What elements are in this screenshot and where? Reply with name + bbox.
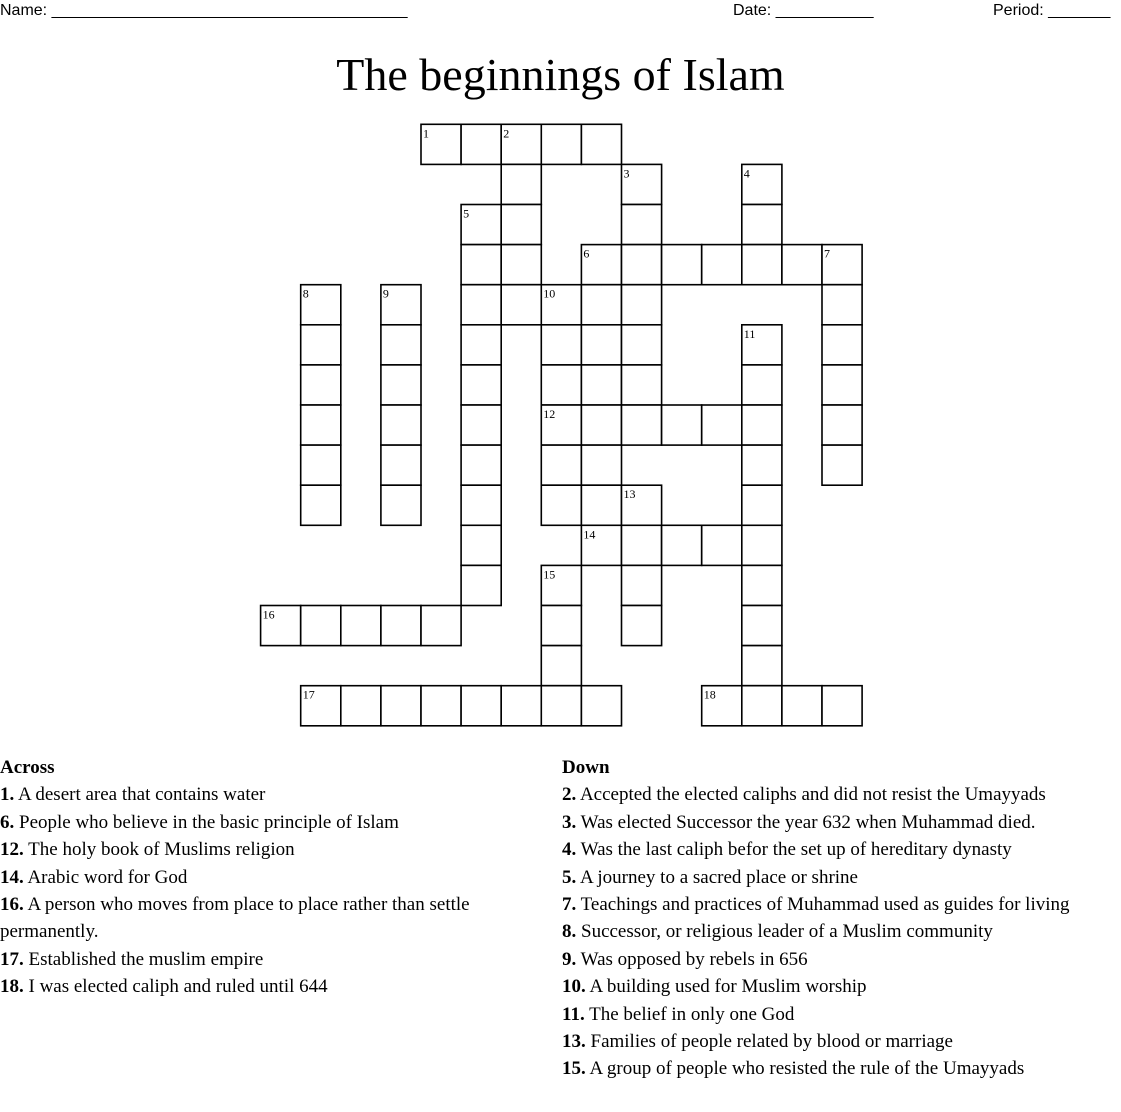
crossword-cell[interactable] [622,245,662,285]
crossword-cell[interactable] [581,365,621,405]
crossword-cell[interactable] [622,164,662,204]
crossword-cell[interactable] [541,445,581,485]
clue-number: 8. [562,921,577,943]
clue-text: People who believe in the basic principle of Islam [14,811,399,833]
crossword-cell[interactable] [622,405,662,445]
clue-text: A person who moves from place to place rather than settle permanently. [0,894,470,943]
clue-number: 17. [0,948,24,970]
period-field[interactable]: Period: _______ [993,2,1111,19]
crossword-cell[interactable] [742,525,782,565]
crossword-cell[interactable] [822,325,862,365]
cell-number: 18 [703,687,716,702]
crossword-cell[interactable] [622,606,662,646]
crossword-cell[interactable] [581,285,621,325]
crossword-cell[interactable] [341,606,381,646]
clue-text: Families of people related by blood or marriage [585,1031,953,1053]
clue-number: 16. [0,894,24,916]
clue-number: 5. [562,866,577,888]
clue-text: I was elected caliph and ruled until 644 [23,976,328,998]
clue-text: The belief in only one God [584,1003,795,1025]
across-clue-list [0,781,552,1000]
across-clue [0,781,552,808]
crossword-cell[interactable] [541,365,581,405]
crossword-cell[interactable] [301,485,341,525]
crossword-cell[interactable] [622,325,662,365]
crossword-cell[interactable] [662,245,702,285]
clue-number: 2. [562,784,577,806]
crossword-cell[interactable] [742,164,782,204]
clue-number: 9. [562,948,577,970]
cell-number: 1 [423,126,429,141]
crossword-cell[interactable] [381,405,421,445]
down-clue [562,891,1121,918]
clue-number: 15. [562,1058,586,1080]
cell-number: 8 [302,286,309,301]
crossword-cell[interactable] [461,445,501,485]
crossword-cell[interactable] [501,205,541,245]
crossword-cell[interactable] [301,445,341,485]
clue-number: 7. [562,894,577,916]
cell-number: 6 [583,246,590,261]
cell-number: 9 [382,286,389,301]
crossword-cell[interactable] [581,686,621,726]
crossword-cell[interactable] [822,405,862,445]
crossword-cell[interactable] [742,485,782,525]
crossword-cell[interactable] [742,405,782,445]
clue-number: 4. [562,839,577,861]
clue-number: 1. [0,784,15,806]
crossword-cell[interactable] [702,525,742,565]
crossword-cell[interactable] [541,485,581,525]
across-clue [0,891,552,946]
crossword-cell[interactable] [381,445,421,485]
crossword-cell[interactable] [461,525,501,565]
clue-text: Arabic word for God [23,866,188,888]
clue-text: Successor, or religious leader of a Muslim community [576,921,993,943]
crossword-cell[interactable] [662,525,702,565]
clue-number: 14. [0,866,24,888]
crossword-cell[interactable] [742,686,782,726]
cell-number: 15 [543,567,556,582]
cell-number: 14 [583,527,596,542]
crossword-cell[interactable] [581,325,621,365]
down-clue [562,1028,1121,1055]
crossword-cell[interactable] [381,285,421,325]
crossword-cell[interactable] [581,445,621,485]
clue-text: Established the muslim empire [23,948,264,970]
cell-number: 11 [743,326,756,341]
crossword-cell[interactable] [541,124,581,164]
clue-text: A desert area that contains water [14,784,266,806]
crossword-cell[interactable] [301,405,341,445]
crossword-cell[interactable] [702,405,742,445]
crossword-cell[interactable] [742,245,782,285]
crossword-cell[interactable] [541,405,581,445]
crossword-cell[interactable] [461,405,501,445]
clue-text: Was the last caliph befor the set up of hereditary dynasty [576,839,1012,861]
clue-text: Was elected Successor the year 632 when Muhammad died. [576,811,1036,833]
crossword-cell[interactable] [501,245,541,285]
crossword-cell[interactable] [622,525,662,565]
crossword-cell[interactable] [541,325,581,365]
crossword-cell[interactable] [541,285,581,325]
crossword-cell[interactable] [461,205,501,245]
crossword-cell[interactable] [742,646,782,686]
down-clue [562,946,1121,973]
crossword-cell[interactable] [581,525,621,565]
crossword-cell[interactable] [381,686,421,726]
crossword-cell[interactable] [581,124,621,164]
down-clue [562,918,1121,945]
down-clues [562,754,1121,1083]
crossword-cell[interactable] [702,245,742,285]
across-clue [0,864,552,891]
crossword-cell[interactable] [501,124,541,164]
crossword-cell[interactable] [301,606,341,646]
down-clue [562,781,1121,808]
clue-text: A building used for Muslim worship [585,976,867,998]
crossword-cell[interactable] [822,686,862,726]
crossword-cell[interactable] [501,285,541,325]
crossword-cell[interactable] [822,365,862,405]
crossword-cell[interactable] [461,365,501,405]
crossword-cell[interactable] [501,686,541,726]
down-clue-list [562,781,1121,1082]
crossword-cell[interactable] [421,124,461,164]
clue-number: 12. [0,839,24,861]
down-clue [562,973,1121,1000]
clue-number: 6. [0,811,15,833]
crossword-cell[interactable] [541,646,581,686]
clue-number: 3. [562,811,577,833]
crossword-cell[interactable] [782,686,822,726]
crossword-cell[interactable] [301,686,341,726]
crossword-cell[interactable] [622,285,662,325]
crossword-cell[interactable] [541,606,581,646]
worksheet-header [0,2,1121,26]
down-clue [562,836,1121,863]
across-clue [0,946,552,973]
down-clue [562,1001,1121,1028]
crossword-cell[interactable] [581,485,621,525]
across-heading: Across [0,757,55,778]
crossword-cell[interactable] [381,485,421,525]
crossword-cell[interactable] [742,205,782,245]
across-clue [0,836,552,863]
crossword-cell[interactable] [742,325,782,365]
crossword-cell[interactable] [381,325,421,365]
cell-number: 4 [743,166,750,181]
crossword-cell[interactable] [461,485,501,525]
crossword-cell[interactable] [301,325,341,365]
crossword-cell[interactable] [301,285,341,325]
crossword-cell[interactable] [461,565,501,605]
name-field[interactable]: Name: ________________________________________ [0,2,408,19]
cell-number: 10 [543,286,556,301]
crossword-cell[interactable] [622,365,662,405]
crossword-cell[interactable] [742,606,782,646]
crossword-cell[interactable] [461,285,501,325]
crossword-cell[interactable] [541,565,581,605]
crossword-cell[interactable] [622,485,662,525]
down-clue [562,1055,1121,1082]
date-field[interactable]: Date: ___________ [733,2,874,19]
crossword-cell[interactable] [702,686,742,726]
crossword-cell[interactable] [461,124,501,164]
across-clue [0,809,552,836]
clue-text: A group of people who resisted the rule of the Umayyads [585,1058,1025,1080]
crossword-cell[interactable] [381,606,421,646]
crossword-cell[interactable] [461,325,501,365]
crossword-cell[interactable] [301,365,341,405]
crossword-cell[interactable] [622,565,662,605]
clue-text: Teachings and practices of Muhammad used as guides for living [576,894,1070,916]
crossword-cell[interactable] [501,164,541,204]
crossword-cell[interactable] [622,205,662,245]
clue-text: Accepted the elected caliphs and did not resist the Umayyads [576,784,1046,806]
crossword-cell[interactable] [261,606,301,646]
crossword-cell[interactable] [822,445,862,485]
clue-text: Was opposed by rebels in 656 [576,948,808,970]
crossword-cell[interactable] [662,405,702,445]
crossword-cell[interactable] [421,606,461,646]
cell-number: 16 [262,607,275,622]
crossword-cell[interactable] [782,245,822,285]
clue-text: A journey to a sacred place or shrine [576,866,858,888]
crossword-cell[interactable] [581,405,621,445]
cell-number: 2 [503,126,510,141]
clue-number: 11. [562,1003,585,1025]
cell-number: 13 [623,487,636,502]
down-heading: Down [562,757,610,778]
cell-number: 3 [623,166,630,181]
crossword-cell[interactable] [822,285,862,325]
cell-number: 17 [302,687,315,702]
crossword-cell[interactable] [541,686,581,726]
clue-number: 10. [562,976,586,998]
crossword-cell[interactable] [822,245,862,285]
across-clue [0,973,552,1000]
page-title: The beginnings of Islam [336,49,785,100]
crossword-cell[interactable] [461,245,501,285]
across-clues [0,754,552,1001]
crossword-cell[interactable] [742,365,782,405]
crossword-cell[interactable] [381,365,421,405]
cell-number: 12 [543,407,556,421]
clue-text: The holy book of Muslims religion [23,839,295,861]
crossword-cell[interactable] [341,686,381,726]
crossword-cell[interactable] [581,245,621,285]
clue-number: 13. [562,1031,586,1053]
cell-number: 7 [824,246,830,261]
down-clue [562,809,1121,836]
clue-number: 18. [0,976,24,998]
cell-number: 5 [463,206,470,221]
crossword-cell[interactable] [461,686,501,726]
crossword-cell[interactable] [742,565,782,605]
crossword-cell[interactable] [742,445,782,485]
down-clue [562,864,1121,891]
crossword-cell[interactable] [421,686,461,726]
